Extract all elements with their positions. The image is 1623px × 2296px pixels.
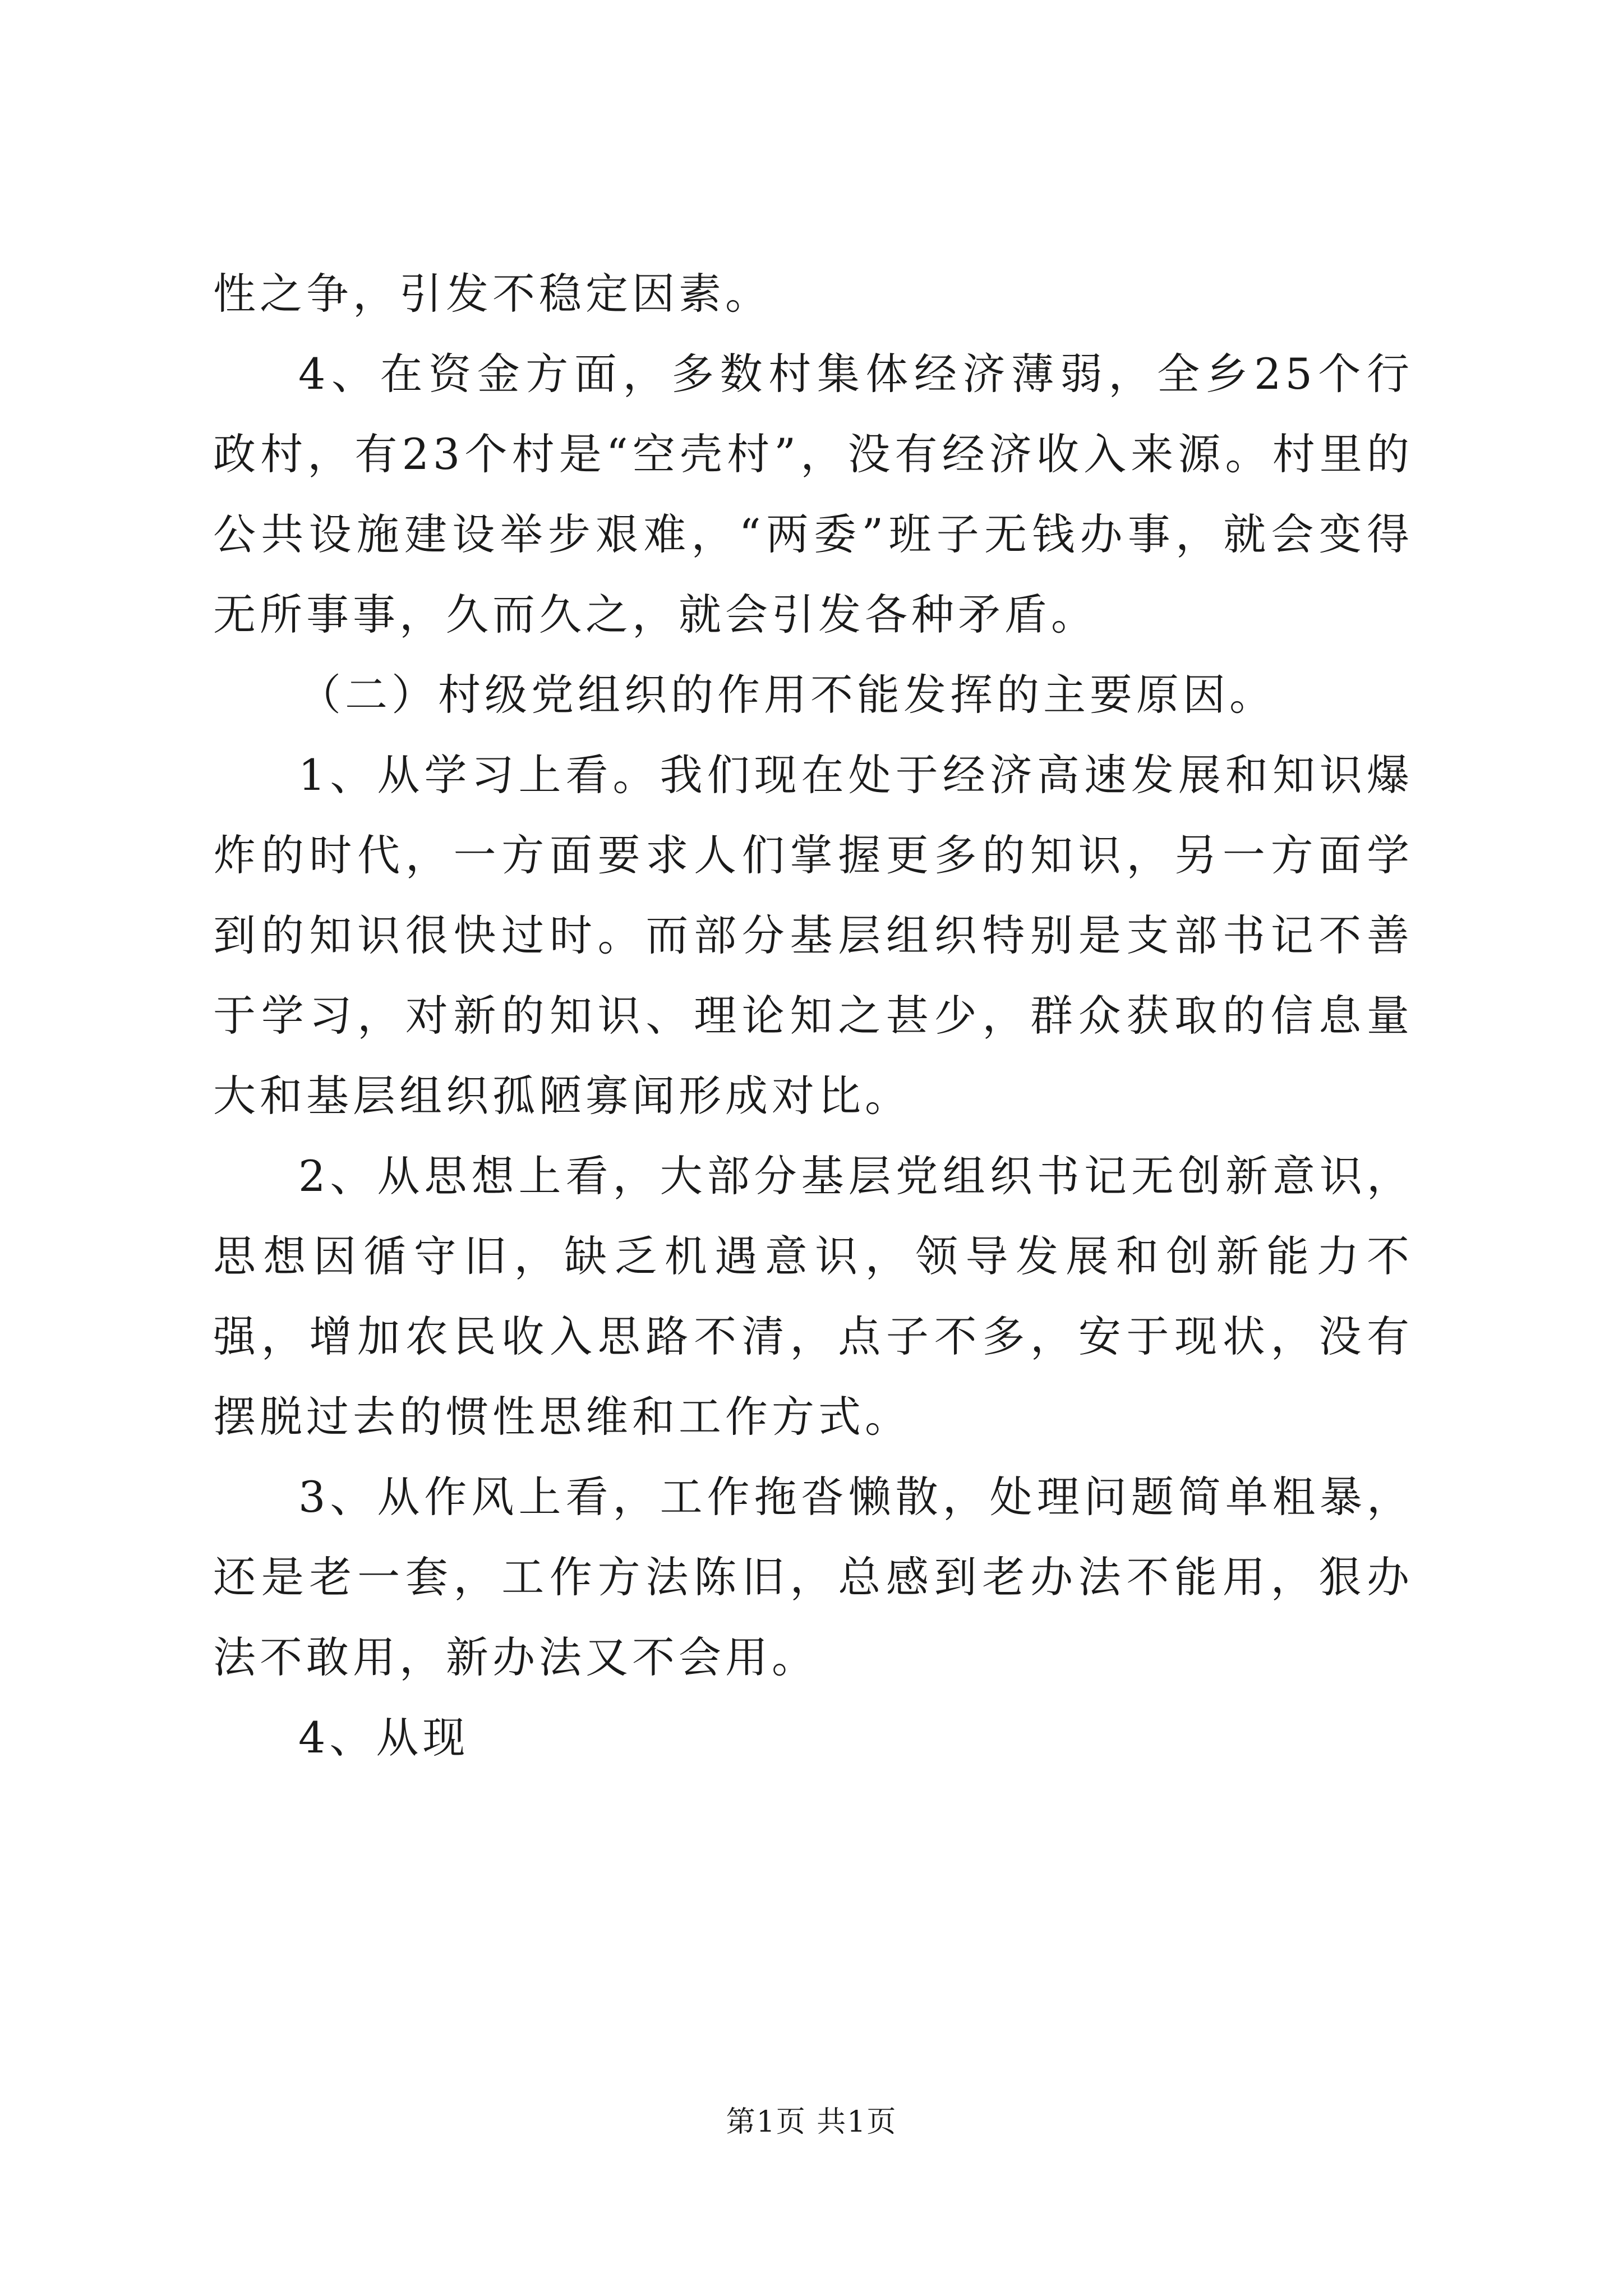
paragraph-truncated: 4、从现 xyxy=(298,1713,469,1763)
paragraph-work-style: 3、从作风上看，工作拖沓懒散，处理问题简单粗暴，还是老一套，工作方法陈旧，总感到老办法不能用，狠办法不敢用，新办法又不会用。 xyxy=(213,1472,1413,1682)
paragraph-thinking: 2、从思想上看，大部分基层党组织书记无创新意识，思想因循守旧，缺乏机遇意识，领导发展和创新能力不强，增加农民收入思路不清，点子不多，安于现状，没有摆脱过去的惯性思维和工作方式。 xyxy=(213,1151,1413,1442)
page-number-footer: 第1页 共1页 xyxy=(726,2105,897,2139)
document-body xyxy=(213,254,1413,1778)
paragraph-continuation: 性之争，引发不稳定因素。 xyxy=(213,269,772,319)
section-heading-causes: （二）村级党组织的作用不能发挥的主要原因。 xyxy=(298,670,1276,720)
paragraph-funding: 4、在资金方面，多数村集体经济薄弱，全乡25个行政村，有23个村是“空壳村”，没有经济收入来源。村里的公共设施建设举步艰难，“两委”班子无钱办事，就会变得无所事事，久而久之，就会引发各种矛盾。 xyxy=(213,349,1413,639)
paragraph-learning: 1、从学习上看。我们现在处于经济高速发展和知识爆炸的时代，一方面要求人们掌握更多的知识，另一方面学到的知识很快过时。而部分基层组织特别是支部书记不善于学习，对新的知识、理论知之甚少，群众获取的信息量大和基层组织孤陋寡闻形成对比。 xyxy=(213,750,1413,1121)
